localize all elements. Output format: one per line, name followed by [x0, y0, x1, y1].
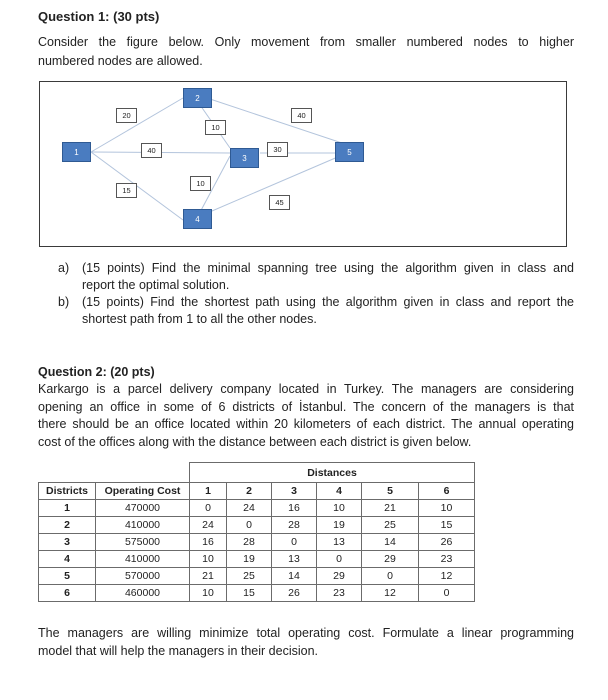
- edge-1-2: [91, 98, 183, 152]
- col-districts: Districts: [39, 483, 96, 500]
- weight-3-5: 30: [267, 142, 288, 157]
- distance-cell: 14: [362, 534, 419, 551]
- intro-line-1: Consider the figure below. Only movement from smaller numbered nodes to higher: [38, 35, 574, 49]
- node-4: 4: [183, 209, 212, 229]
- weight-1-4: 15: [116, 183, 137, 198]
- distance-cell: 10: [190, 585, 227, 602]
- distance-cell: 10: [419, 500, 475, 517]
- distance-cell: 0: [317, 551, 362, 568]
- network-edges: [40, 82, 566, 246]
- weight-3-4: 10: [190, 176, 211, 191]
- distance-cell: 15: [419, 517, 475, 534]
- cost-cell: 470000: [96, 500, 190, 517]
- district-cell: 1: [39, 500, 96, 517]
- col-d5: 5: [362, 483, 419, 500]
- distance-cell: 16: [272, 500, 317, 517]
- table-row: [39, 500, 475, 517]
- distance-cell: 21: [362, 500, 419, 517]
- col-operating-cost: Operating Cost: [96, 483, 190, 500]
- district-cell: 3: [39, 534, 96, 551]
- table-corner: [39, 463, 190, 483]
- distance-cell: 21: [190, 568, 227, 585]
- table-row: [39, 517, 475, 534]
- distance-cell: 26: [272, 585, 317, 602]
- part-a-line-1: (15 points) Find the minimal spanning tree using the algorithm given in class and: [82, 261, 574, 275]
- distance-cell: 14: [272, 568, 317, 585]
- weight-2-5: 40: [291, 108, 312, 123]
- part-a-label: a): [58, 261, 70, 275]
- distance-cell: 0: [190, 500, 227, 517]
- part-a-line-2: report the optimal solution.: [82, 278, 230, 292]
- table-row: [39, 568, 475, 585]
- distance-cell: 23: [317, 585, 362, 602]
- table-row: [39, 585, 475, 602]
- question1-part-b: [58, 294, 574, 328]
- part-b-label: b): [58, 295, 70, 309]
- node-5: 5: [335, 142, 364, 162]
- distance-cell: 29: [317, 568, 362, 585]
- distance-cell: 13: [317, 534, 362, 551]
- node-1: 1: [62, 142, 91, 162]
- cost-cell: 575000: [96, 534, 190, 551]
- col-d4: 4: [317, 483, 362, 500]
- node-3: 3: [230, 148, 259, 168]
- distance-cell: 25: [227, 568, 272, 585]
- weight-1-3: 40: [141, 143, 162, 158]
- distance-cell: 26: [419, 534, 475, 551]
- distance-cell: 0: [419, 585, 475, 602]
- distance-cell: 12: [362, 585, 419, 602]
- cost-cell: 410000: [96, 517, 190, 534]
- question1-title: Question 1: (30 pts): [38, 9, 160, 24]
- distance-cell: 0: [272, 534, 317, 551]
- weight-2-3: 10: [205, 120, 226, 135]
- col-d1: 1: [190, 483, 227, 500]
- question2-task: [38, 624, 574, 660]
- distance-cell: 16: [190, 534, 227, 551]
- distance-cell: 13: [272, 551, 317, 568]
- cost-cell: 410000: [96, 551, 190, 568]
- distance-cell: 15: [227, 585, 272, 602]
- distance-cell: 23: [419, 551, 475, 568]
- distance-cell: 0: [362, 568, 419, 585]
- distance-cell: 10: [190, 551, 227, 568]
- final-line-1: The managers are willing minimize total operating cost. Formulate a linear programming: [38, 626, 574, 640]
- cost-cell: 460000: [96, 585, 190, 602]
- col-d2: 2: [227, 483, 272, 500]
- district-cell: 2: [39, 517, 96, 534]
- district-cell: 5: [39, 568, 96, 585]
- distance-cell: 29: [362, 551, 419, 568]
- distance-cell: 28: [272, 517, 317, 534]
- part-b-line-2: shortest path from 1 to all the other nodes.: [82, 312, 317, 326]
- distance-table: [38, 462, 475, 602]
- col-d3: 3: [272, 483, 317, 500]
- table-row: [39, 551, 475, 568]
- question2-text: [38, 381, 574, 451]
- weight-1-2: 20: [116, 108, 137, 123]
- district-cell: 6: [39, 585, 96, 602]
- distance-cell: 19: [227, 551, 272, 568]
- distance-cell: 25: [362, 517, 419, 534]
- distance-cell: 0: [227, 517, 272, 534]
- final-line-2: model that will help the managers in their decision.: [38, 644, 319, 658]
- question1-intro: [38, 33, 574, 71]
- q2-line-1: Karkargo is a parcel delivery company located in Turkey. The managers are considering: [38, 382, 574, 396]
- distances-header: Distances: [190, 463, 475, 483]
- node-2: 2: [183, 88, 212, 108]
- intro-line-2: numbered nodes are allowed.: [38, 54, 203, 68]
- cost-cell: 570000: [96, 568, 190, 585]
- distance-cell: 19: [317, 517, 362, 534]
- edge-1-4: [91, 152, 183, 220]
- col-d6: 6: [419, 483, 475, 500]
- question2-title: Question 2: (20 pts): [38, 365, 155, 379]
- table-row: [39, 534, 475, 551]
- part-b-line-1: (15 points) Find the shortest path using the algorithm given in class and report the: [82, 295, 574, 309]
- q2-line-2: opening an office in some of 6 districts of İstanbul. The concern of the managers is that: [38, 399, 574, 414]
- question1-part-a: [58, 260, 574, 294]
- q2-line-4: cost of the offices along with the distance between each district is given below.: [38, 434, 472, 449]
- network-figure: [39, 81, 567, 247]
- distance-cell: 24: [190, 517, 227, 534]
- distance-cell: 12: [419, 568, 475, 585]
- distance-cell: 10: [317, 500, 362, 517]
- district-cell: 4: [39, 551, 96, 568]
- distance-cell: 28: [227, 534, 272, 551]
- q2-line-3: there should be an office located within 20 kilometers of each district. The annual operating: [38, 417, 574, 431]
- weight-4-5: 45: [269, 195, 290, 210]
- distance-cell: 24: [227, 500, 272, 517]
